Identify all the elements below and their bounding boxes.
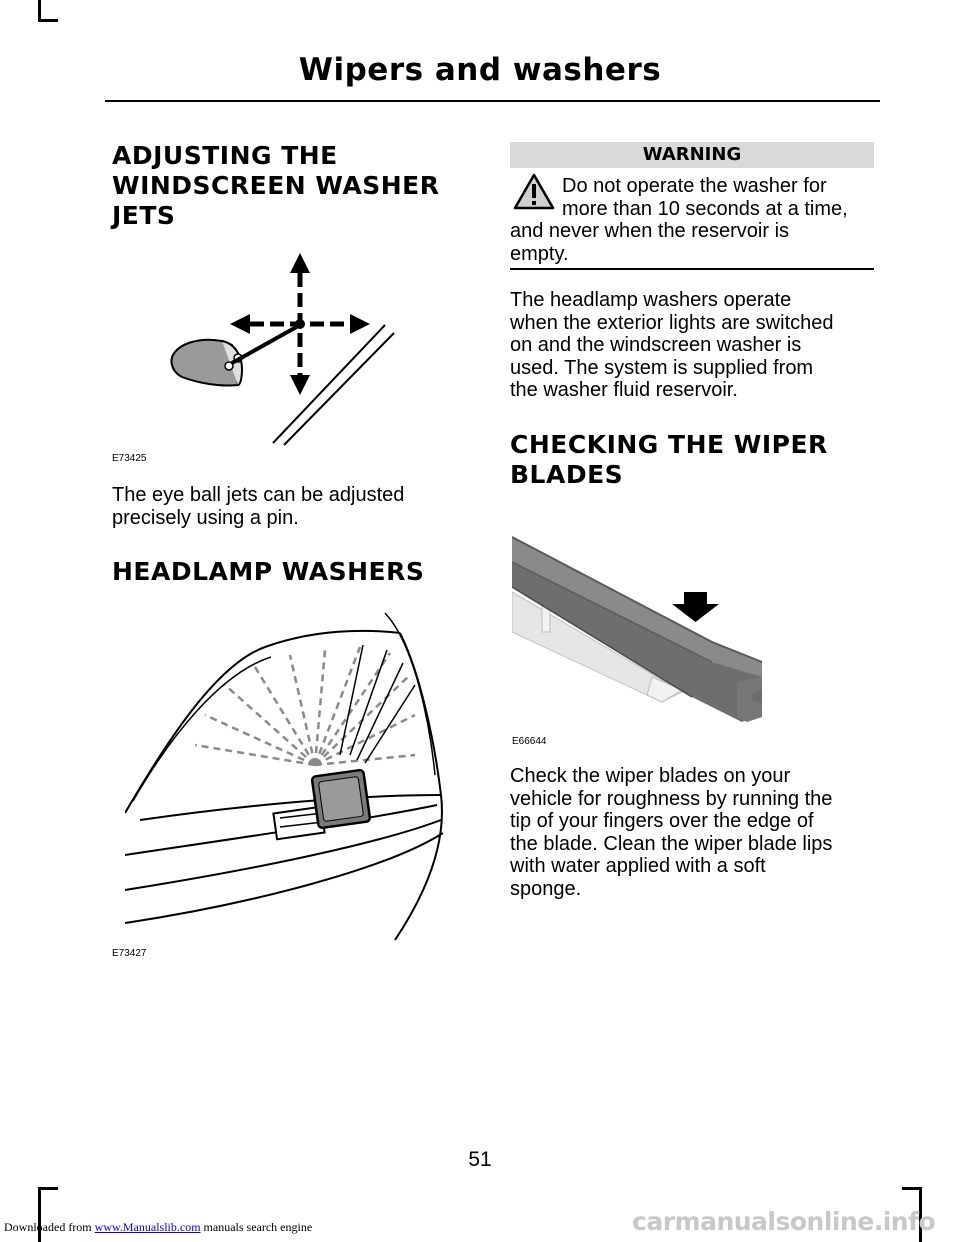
warning-heading: WARNING xyxy=(510,142,874,168)
check-wiper-blades-text: Check the wiper blades on your vehicle for roughness by running the tip of your fingers over the edge of the blade. Clean the wiper blade lips with water applied with a soft sponge. xyxy=(510,765,833,900)
warning-bottom-rule xyxy=(510,268,874,270)
section-heading-adjusting-jets: ADJUSTING THE WINDSCREEN WASHER JETS xyxy=(112,141,440,230)
watermark-text: carmanualsonline.info xyxy=(632,1207,936,1236)
manualslib-link[interactable]: www.Manualslib.com xyxy=(94,1220,201,1234)
crop-mark-bottom-right-h xyxy=(902,1187,922,1190)
page-number: 51 xyxy=(468,1148,492,1171)
warning-text: Do not operate the washer for more than 10 seconds at a time, and never when the reservoir is empty. xyxy=(510,175,848,265)
figure-code-e73425: E73425 xyxy=(112,453,147,464)
headlamp-washer-figure xyxy=(125,605,450,945)
eye-ball-jets-text: The eye ball jets can be adjusted precisely using a pin. xyxy=(112,484,405,529)
download-footer xyxy=(4,1220,312,1235)
section-heading-headlamp-washers: HEADLAMP WASHERS xyxy=(112,557,425,586)
figure-code-e73427: E73427 xyxy=(112,948,147,959)
crop-mark-bottom-left-h xyxy=(38,1187,58,1190)
headlamp-washers-text: The headlamp washers operate when the exterior lights are switched on and the windscreen washer is used. The system is supplied from the washer fluid reservoir. xyxy=(510,289,834,401)
crop-mark-top-left-h xyxy=(38,19,58,22)
figure-code-e66644: E66644 xyxy=(512,736,547,747)
washer-jet-adjustment-figure xyxy=(160,245,400,450)
footer-suffix: manuals search engine xyxy=(203,1220,313,1234)
page-title: Wipers and washers xyxy=(298,52,662,88)
wiper-blade-figure xyxy=(512,512,772,737)
footer-prefix: Downloaded from xyxy=(4,1220,92,1234)
section-heading-checking-wiper-blades: CHECKING THE WIPER BLADES xyxy=(510,430,828,489)
title-divider xyxy=(105,100,880,102)
